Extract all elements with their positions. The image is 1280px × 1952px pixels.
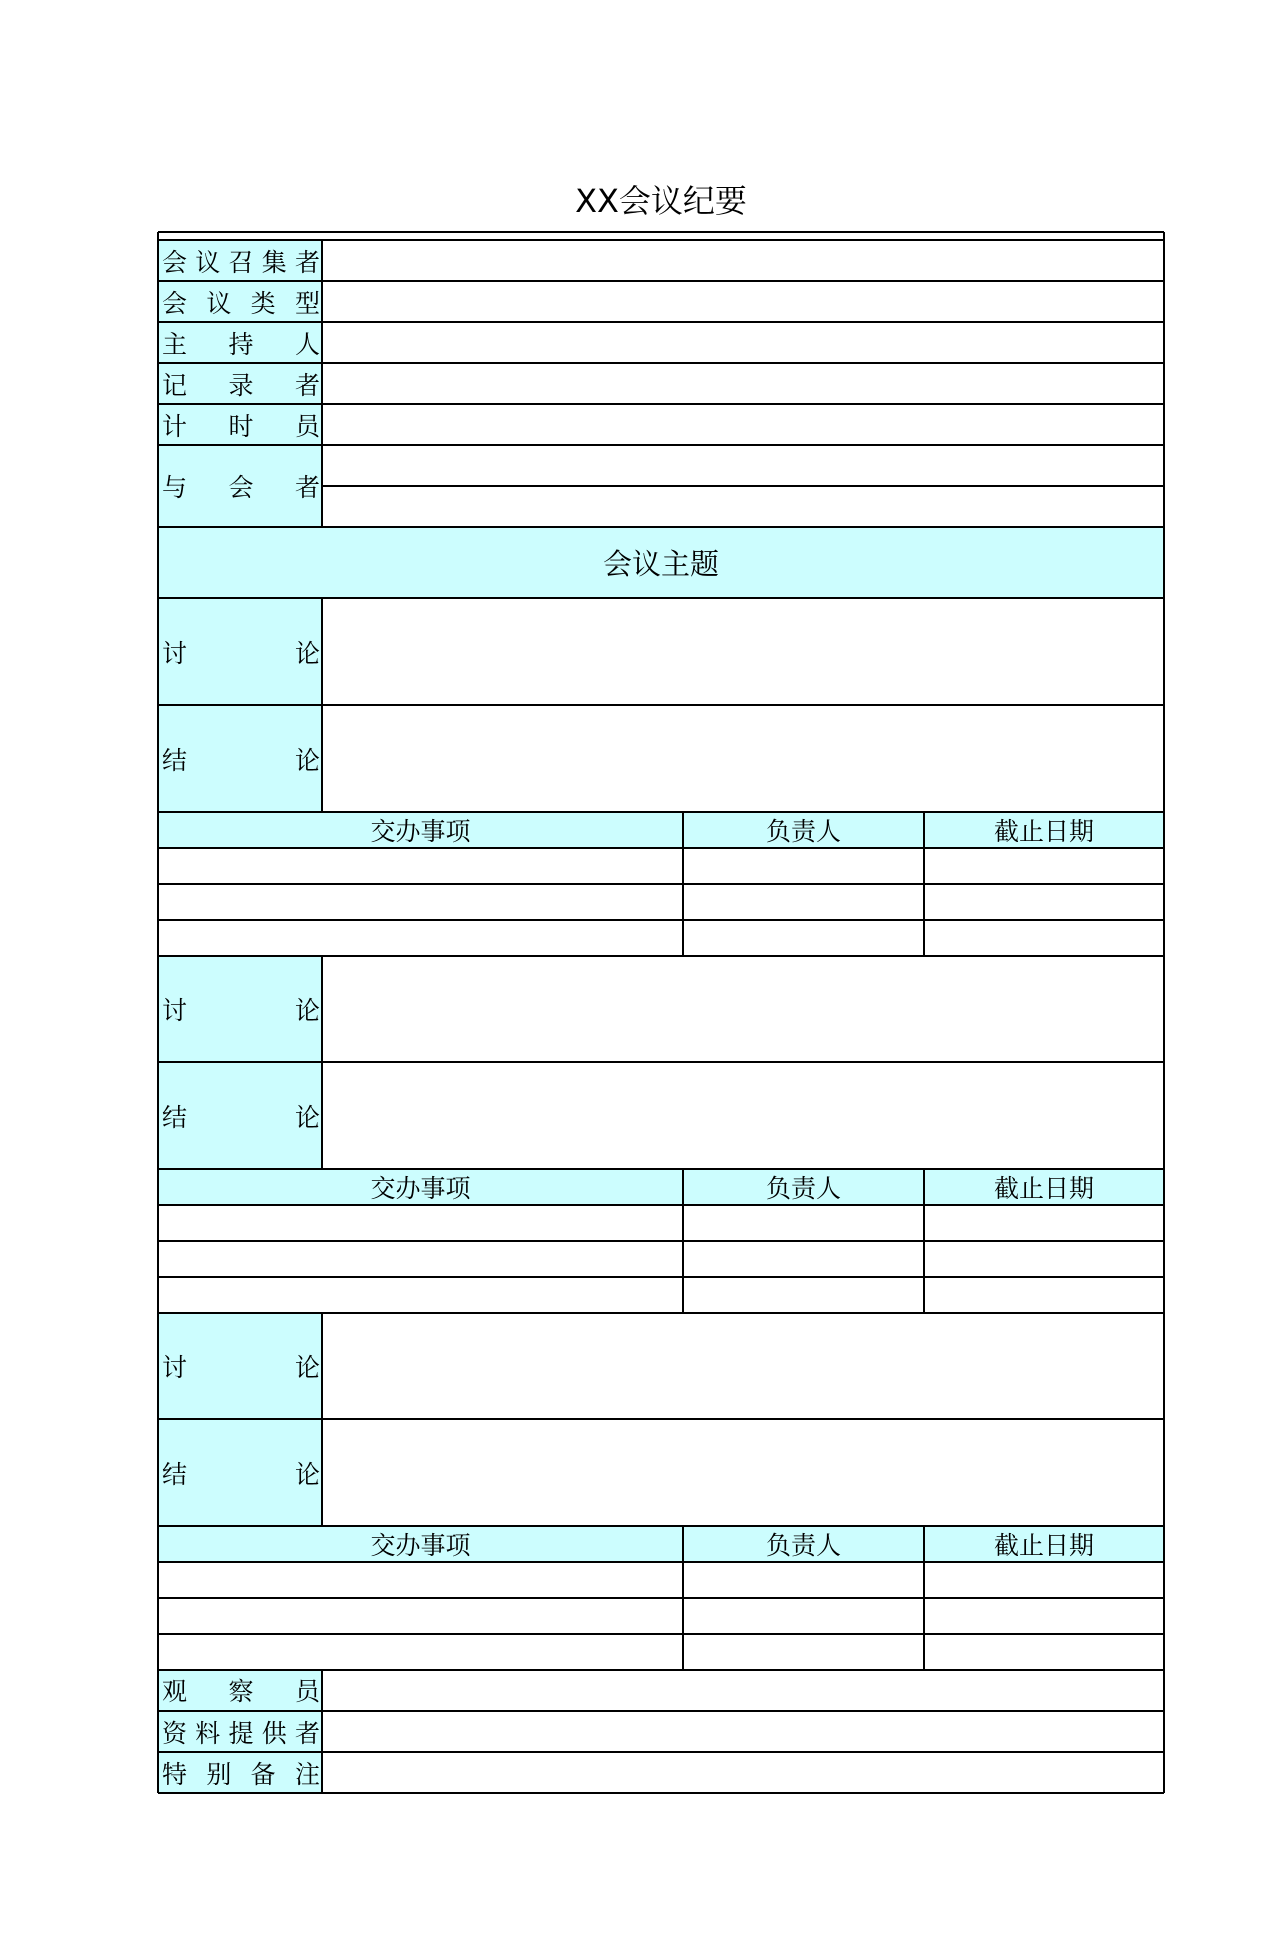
- attendees-value-2[interactable]: [322, 486, 1164, 527]
- grid-line-h: [158, 1561, 1164, 1563]
- field-label: [158, 404, 322, 445]
- task-deadline-cell[interactable]: [924, 1598, 1164, 1634]
- label-char: 录: [228, 370, 254, 400]
- grid-line-h: [158, 704, 1164, 706]
- grid-line-h: [158, 1669, 1164, 1671]
- task-deadline-cell[interactable]: [924, 884, 1164, 920]
- label-char: 召: [228, 247, 254, 277]
- label-char: 者: [294, 1718, 320, 1748]
- task-owner-cell[interactable]: [683, 1277, 924, 1313]
- label-char: 料: [195, 1718, 221, 1748]
- label-char: 察: [228, 1677, 254, 1706]
- label-char: 提: [228, 1718, 254, 1748]
- field-value[interactable]: [322, 363, 1164, 404]
- label-char: 供: [261, 1718, 287, 1748]
- discussion-label: [158, 598, 322, 705]
- discussion-value[interactable]: [322, 1312, 1164, 1419]
- grid-line-h: [158, 1792, 1164, 1794]
- task-item-cell[interactable]: [158, 1205, 683, 1241]
- task-owner-cell[interactable]: [683, 848, 924, 884]
- task-item-cell[interactable]: [158, 1634, 683, 1670]
- task-deadline-cell[interactable]: [924, 1634, 1164, 1670]
- grid-line-h: [158, 444, 1164, 446]
- grid-line-h: [158, 231, 1164, 233]
- label-char: 结: [162, 1459, 188, 1489]
- label-char: 会: [162, 247, 188, 277]
- label-char: 记: [162, 370, 188, 400]
- grid-line-h: [158, 280, 1164, 282]
- conclusion-value[interactable]: [322, 1419, 1164, 1526]
- label-char: 论: [294, 995, 320, 1025]
- task-owner-header: 负责人: [683, 1169, 924, 1205]
- task-item-cell[interactable]: [158, 884, 683, 920]
- label-char: 会: [162, 288, 188, 318]
- conclusion-label: [158, 705, 322, 812]
- grid-line-h: [158, 403, 1164, 405]
- footer-label: [158, 1752, 322, 1793]
- discussion-label: [158, 955, 322, 1062]
- meeting-topic-band: 会议主题: [158, 527, 1164, 598]
- footer-value[interactable]: [322, 1752, 1164, 1793]
- label-char: 讨: [162, 1352, 188, 1382]
- grid-line-h: [158, 597, 1164, 599]
- task-deadline-header: 截止日期: [924, 1526, 1164, 1562]
- label-char: 备: [250, 1759, 276, 1789]
- task-owner-header: 负责人: [683, 812, 924, 848]
- grid-line-h: [158, 1597, 1164, 1599]
- grid-line-h: [158, 1240, 1164, 1242]
- task-item-cell[interactable]: [158, 920, 683, 956]
- form-title: XX会议纪要: [575, 182, 747, 220]
- label-char: 论: [294, 638, 320, 668]
- label-char: 时: [228, 411, 254, 441]
- task-deadline-header: 截止日期: [924, 1169, 1164, 1205]
- grid-line-v: [321, 955, 323, 1169]
- label-char: 人: [294, 329, 320, 359]
- attendees-value-1[interactable]: [322, 445, 1164, 486]
- label-char: 结: [162, 745, 188, 775]
- grid-line-h: [322, 485, 1164, 487]
- grid-line-v: [321, 1312, 323, 1526]
- task-item-cell[interactable]: [158, 848, 683, 884]
- label-char: 别: [206, 1759, 232, 1789]
- footer-label: [158, 1711, 322, 1752]
- label-char: 议: [206, 288, 232, 318]
- task-owner-cell[interactable]: [683, 1241, 924, 1277]
- label-char: 员: [294, 411, 320, 441]
- grid-line-h: [158, 847, 1164, 849]
- label-char: 者: [294, 370, 320, 400]
- task-owner-cell[interactable]: [683, 1562, 924, 1598]
- label-char: 类: [250, 288, 276, 318]
- task-deadline-cell[interactable]: [924, 1562, 1164, 1598]
- footer-value[interactable]: [322, 1669, 1164, 1711]
- grid-line-v: [1163, 232, 1165, 1793]
- footer-label: [158, 1669, 322, 1711]
- grid-line-h: [158, 883, 1164, 885]
- label-char: 论: [294, 745, 320, 775]
- grid-line-v: [923, 1169, 925, 1313]
- task-item-header: 交办事项: [158, 1526, 683, 1562]
- field-label: [158, 363, 322, 404]
- label-char: 论: [294, 1352, 320, 1382]
- grid-line-v: [157, 232, 159, 1793]
- grid-line-h: [158, 1061, 1164, 1063]
- label-char: 员: [294, 1677, 320, 1706]
- grid-line-v: [923, 812, 925, 956]
- label-char: 与: [162, 473, 188, 502]
- task-deadline-cell[interactable]: [924, 920, 1164, 956]
- field-label-attendees: [158, 445, 322, 527]
- label-char: 计: [162, 411, 188, 441]
- label-char: 讨: [162, 638, 188, 668]
- task-item-cell[interactable]: [158, 1562, 683, 1598]
- grid-line-v: [321, 598, 323, 812]
- grid-line-h: [158, 811, 1164, 813]
- grid-line-h: [158, 1204, 1164, 1206]
- grid-line-h: [158, 919, 1164, 921]
- task-owner-cell[interactable]: [683, 920, 924, 956]
- grid-line-h: [158, 1418, 1164, 1420]
- grid-line-h: [158, 362, 1164, 364]
- label-char: 结: [162, 1102, 188, 1132]
- label-char: 会: [228, 473, 254, 502]
- grid-line-h: [158, 1525, 1164, 1527]
- conclusion-label: [158, 1062, 322, 1169]
- discussion-value[interactable]: [322, 598, 1164, 705]
- task-item-header: 交办事项: [158, 1169, 683, 1205]
- discussion-value[interactable]: [322, 955, 1164, 1062]
- grid-line-v: [923, 1526, 925, 1670]
- task-item-header: 交办事项: [158, 812, 683, 848]
- task-deadline-cell[interactable]: [924, 1277, 1164, 1313]
- grid-line-v: [682, 812, 684, 956]
- field-label: [158, 281, 322, 322]
- grid-line-h: [158, 955, 1164, 957]
- task-owner-header: 负责人: [683, 1526, 924, 1562]
- discussion-label: [158, 1312, 322, 1419]
- field-label: [158, 322, 322, 363]
- label-char: 持: [228, 329, 254, 359]
- label-char: 者: [294, 247, 320, 277]
- task-owner-cell[interactable]: [683, 1205, 924, 1241]
- task-deadline-cell[interactable]: [924, 848, 1164, 884]
- label-char: 主: [162, 329, 188, 359]
- label-char: 资: [162, 1718, 188, 1748]
- label-char: 型: [294, 288, 320, 318]
- label-char: 讨: [162, 995, 188, 1025]
- conclusion-value[interactable]: [322, 1062, 1164, 1169]
- label-char: 者: [294, 473, 320, 502]
- field-label: [158, 240, 322, 281]
- grid-line-v: [682, 1169, 684, 1313]
- label-char: 论: [294, 1459, 320, 1489]
- field-value[interactable]: [322, 322, 1164, 363]
- task-owner-cell[interactable]: [683, 1598, 924, 1634]
- grid-line-h: [158, 239, 1164, 241]
- label-char: 集: [261, 247, 287, 277]
- grid-line-v: [321, 240, 323, 527]
- grid-line-h: [158, 526, 1164, 528]
- grid-line-v: [321, 1669, 323, 1793]
- task-owner-cell[interactable]: [683, 1634, 924, 1670]
- conclusion-label: [158, 1419, 322, 1526]
- label-char: 论: [294, 1102, 320, 1132]
- label-char: 议: [195, 247, 221, 277]
- label-char: 注: [294, 1759, 320, 1789]
- field-value[interactable]: [322, 240, 1164, 281]
- grid-line-h: [158, 1276, 1164, 1278]
- field-value[interactable]: [322, 404, 1164, 445]
- grid-line-v: [682, 1526, 684, 1670]
- task-deadline-header: 截止日期: [924, 812, 1164, 848]
- grid-line-h: [158, 1168, 1164, 1170]
- task-item-cell[interactable]: [158, 1598, 683, 1634]
- task-owner-cell[interactable]: [683, 884, 924, 920]
- grid-line-h: [158, 1710, 1164, 1712]
- field-value[interactable]: [322, 281, 1164, 322]
- label-char: 特: [162, 1759, 188, 1789]
- grid-line-h: [158, 1312, 1164, 1314]
- task-item-cell[interactable]: [158, 1241, 683, 1277]
- conclusion-value[interactable]: [322, 705, 1164, 812]
- grid-line-h: [158, 1633, 1164, 1635]
- task-item-cell[interactable]: [158, 1277, 683, 1313]
- label-char: 观: [162, 1677, 188, 1706]
- grid-line-h: [158, 321, 1164, 323]
- task-deadline-cell[interactable]: [924, 1241, 1164, 1277]
- task-deadline-cell[interactable]: [924, 1205, 1164, 1241]
- grid-line-h: [158, 1751, 1164, 1753]
- footer-value[interactable]: [322, 1711, 1164, 1752]
